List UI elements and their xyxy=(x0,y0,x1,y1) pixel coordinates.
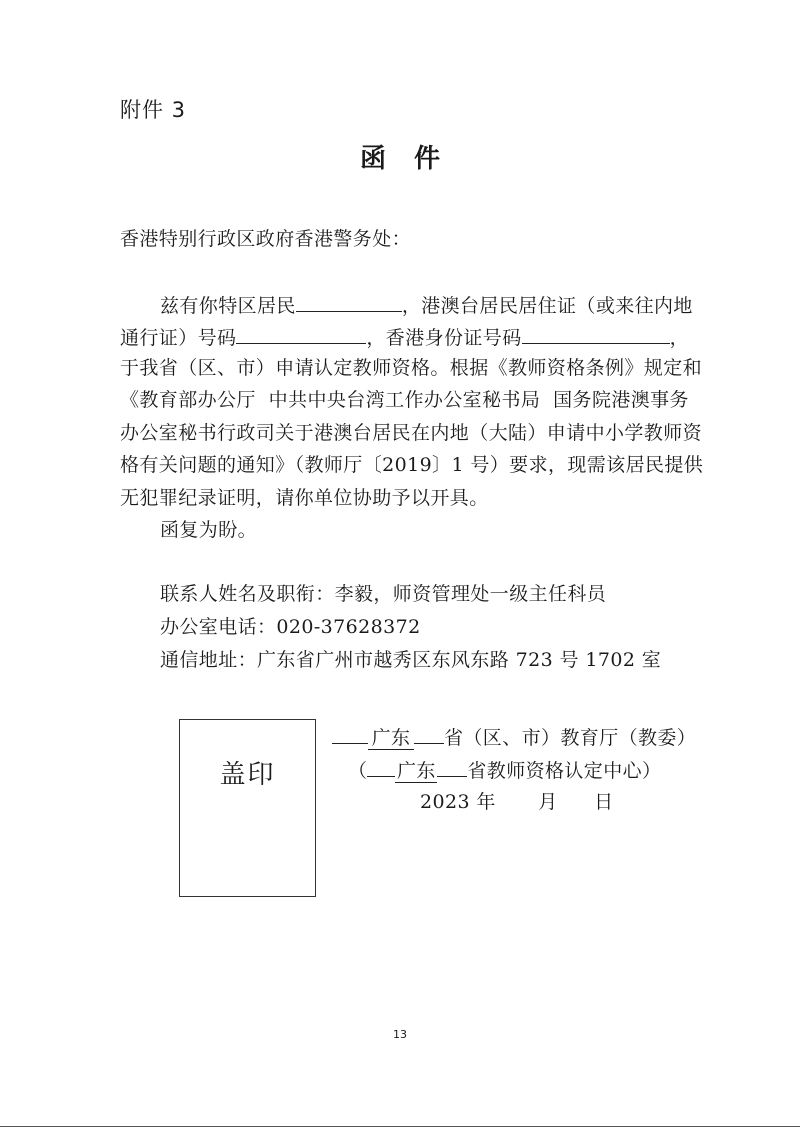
body-line-1 xyxy=(160,291,693,319)
contact-address-line: 通信地址：广东省广州市越秀区东风东路 723 号 1702 室 xyxy=(160,649,662,671)
body-line-6: 格有关问题的通知》（教师厅〔2019〕1 号）要求，现需该居民提供 xyxy=(120,454,704,476)
center-trailing-blank xyxy=(437,756,467,777)
body-line-1-end: ，港澳台居民居住证（或来往内地 xyxy=(401,295,693,317)
issuer-leading-blank xyxy=(332,723,368,744)
body-line-2-end: ， xyxy=(669,327,690,349)
issuer-trailing-blank xyxy=(414,723,444,744)
issuer-line-2 xyxy=(348,756,661,784)
center-province-fill: 广东 xyxy=(397,760,436,782)
issuer-month-unit: 月 xyxy=(538,791,558,813)
body-line-7: 无犯罪纪录证明，请你单位协助予以开具。 xyxy=(120,487,489,509)
contact-phone-line: 办公室电话：020-37628372 xyxy=(160,616,421,638)
issuer-line-1 xyxy=(332,723,696,751)
permit-number-blank xyxy=(236,323,366,344)
center-leading-blank xyxy=(367,756,395,777)
body-line-2 xyxy=(120,323,689,351)
body-line-3: 于我省（区、市）申请认定教师资格。根据《教师资格条例》规定和 xyxy=(120,357,703,379)
page-title: 函件 xyxy=(359,144,468,174)
issuer-date-line xyxy=(420,789,614,815)
page-number: 13 xyxy=(393,1028,407,1041)
scan-edge-line xyxy=(0,1126,800,1127)
body-line-4: 《教育部办公厅 中共中央台湾工作办公室秘书局 国务院港澳事务 xyxy=(120,389,689,411)
body-line-5: 办公室秘书行政司关于港澳台居民在内地（大陆）申请中小学教师资 xyxy=(120,422,703,444)
issuer-year: 2023 xyxy=(420,791,470,813)
issuer-line-1-suffix: 省（区、市）教育厅（教委） xyxy=(444,727,697,749)
contact-name-line: 联系人姓名及职衔：李毅，师资管理处一级主任科员 xyxy=(160,583,607,605)
hkid-number-blank xyxy=(522,323,670,344)
stamp-box xyxy=(179,719,316,897)
attachment-label: 附件 3 xyxy=(120,98,187,122)
issuer-line-2-prefix: （ xyxy=(348,760,368,782)
resident-name-blank xyxy=(296,291,402,312)
issuer-line-2-suffix: 省教师资格认定中心） xyxy=(467,760,662,782)
closing-line: 函复为盼。 xyxy=(160,519,258,541)
issuer-day-unit: 日 xyxy=(594,791,614,813)
addressee: 香港特别行政区政府香港警务处： xyxy=(120,228,412,250)
body-line-2-middle: ，香港身份证号码 xyxy=(366,327,522,349)
issuer-year-unit: 年 xyxy=(476,791,496,813)
body-line-1-start: 兹有你特区居民 xyxy=(160,295,296,317)
stamp-label: 盖印 xyxy=(219,760,276,790)
issuer-province-fill: 广东 xyxy=(368,727,414,750)
body-line-2-start: 通行证）号码 xyxy=(120,327,237,349)
